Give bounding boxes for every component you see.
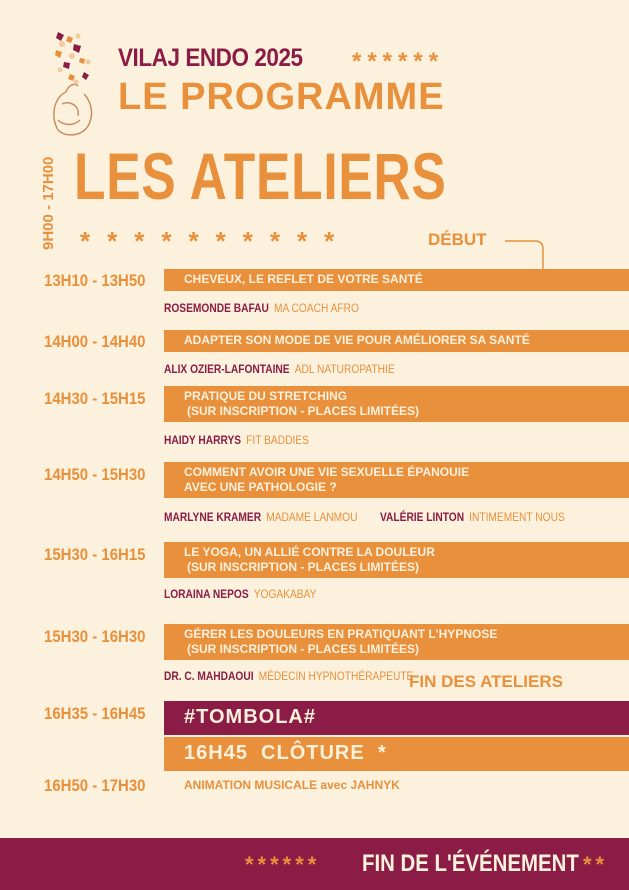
speaker-org: YOGAKABAY xyxy=(253,587,317,601)
speaker-name: HAIDY HARRYS xyxy=(164,433,242,447)
speaker-name: MARLYNE KRAMER xyxy=(164,510,262,524)
workshop-title-bar xyxy=(164,269,629,291)
speaker-org: ADL NATUROPATHIE xyxy=(294,362,395,376)
footer-band xyxy=(0,838,629,890)
workshop-title-line: CHEVEUX, LE REFLET DE VOTRE SANTÉ xyxy=(184,272,423,286)
section-hours: 9H00 - 17H00 xyxy=(40,156,57,250)
workshop-time: 13H10 - 13H50 xyxy=(44,271,146,290)
workshop-title-bar xyxy=(164,624,629,660)
workshop-title-bar xyxy=(164,386,629,422)
speaker-name: LORAINA NEPOS xyxy=(164,587,249,601)
speaker-name: DR. C. MAHDAOUI xyxy=(164,669,254,683)
workshop-time: 14H50 - 15H30 xyxy=(44,465,146,484)
start-arrow-line xyxy=(505,234,547,274)
logo-illustration xyxy=(44,22,104,140)
workshop-title-line: COMMENT AVOIR UNE VIE SEXUELLE ÉPANOUIE xyxy=(184,465,470,479)
workshop-title-bar xyxy=(164,462,629,498)
workshop-title-line: (SUR INSCRIPTION - PLACES LIMITÉES) xyxy=(187,404,420,418)
workshop-time: 15H30 - 16H30 xyxy=(44,627,146,646)
workshop-title-line: LE YOGA, UN ALLIÉ CONTRE LA DOULEUR xyxy=(184,545,435,559)
end-workshops-label: FIN DES ATELIERS xyxy=(409,672,563,691)
music-label: ANIMATION MUSICALE avec JAHNYK xyxy=(184,778,400,792)
event-title: VILAJ ENDO 2025 xyxy=(118,44,303,72)
workshop-title-bar xyxy=(164,542,629,578)
workshop-time: 14H30 - 15H15 xyxy=(44,389,146,408)
footer-stars-right: ** xyxy=(583,852,609,877)
decorative-stars: ****** xyxy=(352,48,445,75)
footer-stars-left: ****** xyxy=(245,852,321,877)
speaker-name: ALIX OZIER-LAFONTAINE xyxy=(164,362,290,376)
workshop-title-line: GÉRER LES DOULEURS EN PRATIQUANT L'HYPNOSE xyxy=(184,627,498,641)
music-time: 16H50 - 17H30 xyxy=(44,776,146,795)
start-label: DÉBUT xyxy=(428,230,487,249)
closing-bar: 16H45 CLÔTURE * xyxy=(164,737,629,771)
speaker xyxy=(164,362,395,376)
speaker-name: ROSEMONDE BAFAU xyxy=(164,301,269,315)
speaker xyxy=(164,510,357,524)
tombola-time: 16H35 - 16H45 xyxy=(44,704,146,723)
workshop-title-line: PRATIQUE DU STRETCHING xyxy=(184,389,348,403)
speaker xyxy=(380,510,565,524)
workshop-title-line: AVEC UNE PATHOLOGIE ? xyxy=(184,480,337,494)
workshop-title-bar xyxy=(164,330,629,352)
workshop-title-line: (SUR INSCRIPTION - PLACES LIMITÉES) xyxy=(187,560,420,574)
speaker-org: MÉDECIN HYPNOTHÉRAPEUTE xyxy=(258,669,414,683)
program-title: LE PROGRAMME xyxy=(118,76,445,118)
speaker-org: MADAME LANMOU xyxy=(266,510,358,524)
speaker-org: MA COACH AFRO xyxy=(273,301,359,315)
workshop-time: 14H00 - 14H40 xyxy=(44,332,146,351)
decorative-stars-row: ********** xyxy=(80,226,352,256)
speaker-org: INTIMEMENT NOUS xyxy=(469,510,565,524)
workshop-time: 15H30 - 16H15 xyxy=(44,545,146,564)
workshop-title-line: ADAPTER SON MODE DE VIE POUR AMÉLIORER SA SANTÉ xyxy=(184,333,530,347)
speaker xyxy=(164,301,359,315)
tombola-bar: #TOMBOLA# xyxy=(164,701,629,735)
speaker xyxy=(164,669,413,683)
speaker-name: VALÉRIE LINTON xyxy=(380,510,465,524)
footer-end-label: FIN DE L'ÉVÉNEMENT xyxy=(362,850,579,877)
speaker xyxy=(164,587,316,601)
workshop-title-line: (SUR INSCRIPTION - PLACES LIMITÉES) xyxy=(187,642,420,656)
speaker xyxy=(164,433,309,447)
section-title: LES ATELIERS xyxy=(74,139,447,213)
speaker-org: FIT BADDIES xyxy=(246,433,309,447)
